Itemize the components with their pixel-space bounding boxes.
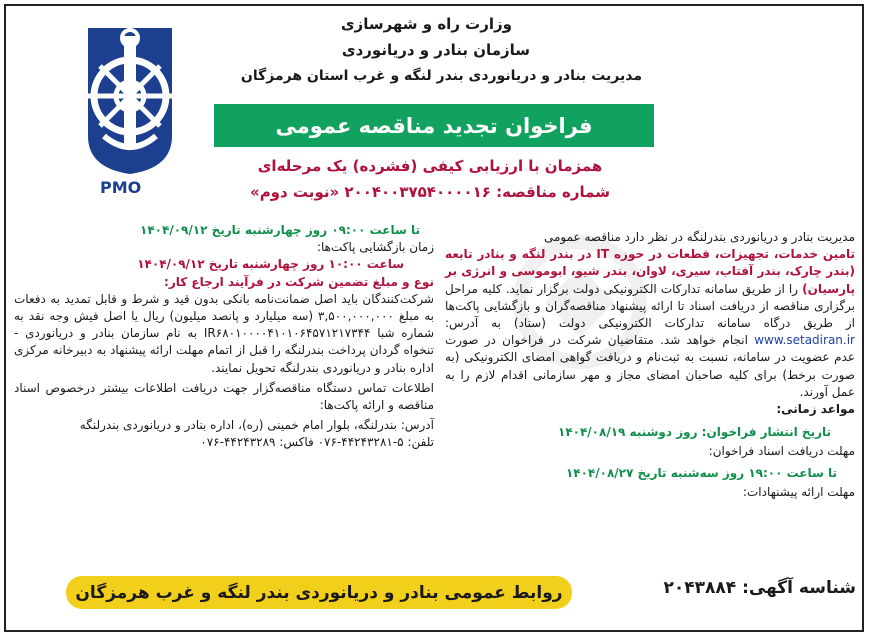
tender-subject: تامین خدمات، تجهیزات، قطعات در حوزه IT در بندر لنگه و بنادر تابعه (بندر چارک، بندر آفتاب، سیری، لاوان، بندر شیو، ابوموسی و انرژی بر پارسیان): [445, 247, 856, 296]
organization-name: سازمان بنادر و دریانوردی: [341, 41, 530, 59]
left-column: [14, 222, 434, 452]
address: آدرس: بندرلنگه، بلوار امام خمینی (ره)، اداره بنادر و دریانوردی بندرلنگه: [79, 418, 434, 433]
body-text-2: انجام خواهد شد. متقاضیان شرکت در فراخوان در صورت عدم عضویت در سامانه، نسبت به ثبت‌نام و دریافت گواهی امضای الکترونیکی (به صورت برخط) برای کلیه صاحبان امضای مجاز و مهر سازمانی اقدام لازم را به عمل آورند.: [445, 333, 855, 399]
phone-fax: تلفن: ۵-۴۴۲۴۳۲۸۱-۰۷۶ فاکس: ۴۴۲۴۳۲۸۹-۰۷۶: [200, 435, 434, 450]
bid-deadline: تا ساعت ۰۹:۰۰ روز چهارشنبه تاریخ ۱۴۰۴/۰۹/۱۲: [140, 223, 420, 237]
department-name: مدیریت بنادر و دریانوردی بندر لنگه و غرب استان هرمزگان: [240, 68, 642, 84]
tender-number: شماره مناقصه: ۲۰۰۴۰۰۳۷۵۴۰۰۰۰۱۶ «نوبت دوم»: [250, 183, 610, 201]
schedule-label: مواعد زمانی:: [776, 402, 855, 417]
pmo-logo: [70, 18, 190, 208]
body-text-1: را از طریق سامانه تدارکات الکترونیکی دولت برگزار نماید. کلیه مراحل برگزاری مناقصه از دریافت اسناد تا ارائه پیشنهاد مناقصه‌گران و بازگشایی پاکت‌ها از طریق درگاه سامانه تدارکات الکترونیکی دولت (ستاد) به آدرس:: [445, 281, 855, 331]
notice-title: فراخوان تجدید مناقصه عمومی: [214, 104, 654, 147]
public-relations-band: روابط عمومی بنادر و دریانوردی بندر لنگه و غرب هرمزگان: [66, 576, 572, 609]
anchor-wheel-icon: [70, 18, 190, 178]
ad-id: شناسه آگهی: ۲۰۴۳۸۸۴: [663, 578, 856, 598]
right-column: [445, 229, 855, 501]
doc-deadline: تا ساعت ۱۹:۰۰ روز سه‌شنبه تاریخ ۱۴۰۴/۰۸/۲۷: [565, 465, 837, 480]
ministry-name: وزارت راه و شهرسازی: [340, 15, 512, 33]
guarantee-label: نوع و مبلغ تضمین شرکت در فرآیند ارجاع کار:: [164, 274, 434, 289]
publish-date: تاریخ انتشار فراخوان: روز دوشنبه ۱۴۰۴/۰۸/۱۹: [558, 425, 831, 440]
opening-label: زمان بازگشایی پاکت‌ها:: [316, 240, 434, 255]
contact-text: اطلاعات تماس دستگاه مناقصه‌گزار جهت دریافت اطلاعات بیشتر درخصوص اسناد مناقصه و ارائه پاکت‌ها:: [14, 380, 434, 413]
intro-text: مدیریت بنادر و دریانوردی بندرلنگه در نظر دارد مناقصه عمومی: [543, 230, 855, 244]
website-link[interactable]: www.setadiran.ir: [754, 333, 855, 348]
doc-deadline-label: مهلت دریافت اسناد فراخوان:: [708, 444, 855, 459]
notice-subtitle: همزمان با ارزیابی کیفی (فشرده) یک مرحله‌ای: [257, 157, 603, 175]
bid-deadline-label: مهلت ارائه پیشنهادات:: [742, 484, 855, 499]
logo-text: PMO: [100, 178, 142, 197]
opening-time: ساعت ۱۰:۰۰ روز چهارشنبه تاریخ ۱۴۰۴/۰۹/۱۲: [137, 257, 404, 272]
guarantee-text: شرکت‌کنندگان باید اصل ضمانت‌نامه بانکی بدون قید و شرط و قابل تمدید به دفعات به مبلغ ۳,۵۰۰,۰۰۰,۰۰۰ (سه میلیارد و پانصد میلیون) ریال یا اصل فیش وجه نقد به شماره شبا IR۶۸۰۱۰۰۰۰۴۱۰۱۰۶۴۵۷۱۲۱۷۳۴۴ به نام سازمان بنادر و دریانوردی - تنخواه گردان پرداخت بندرلنگه را قبل از اتمام مهلت ارائه پیشنهاد به دبیرخانه مرکزی اداره بنادر و دریانوردی بندرلنگه تحویل نمایند.: [14, 291, 434, 375]
